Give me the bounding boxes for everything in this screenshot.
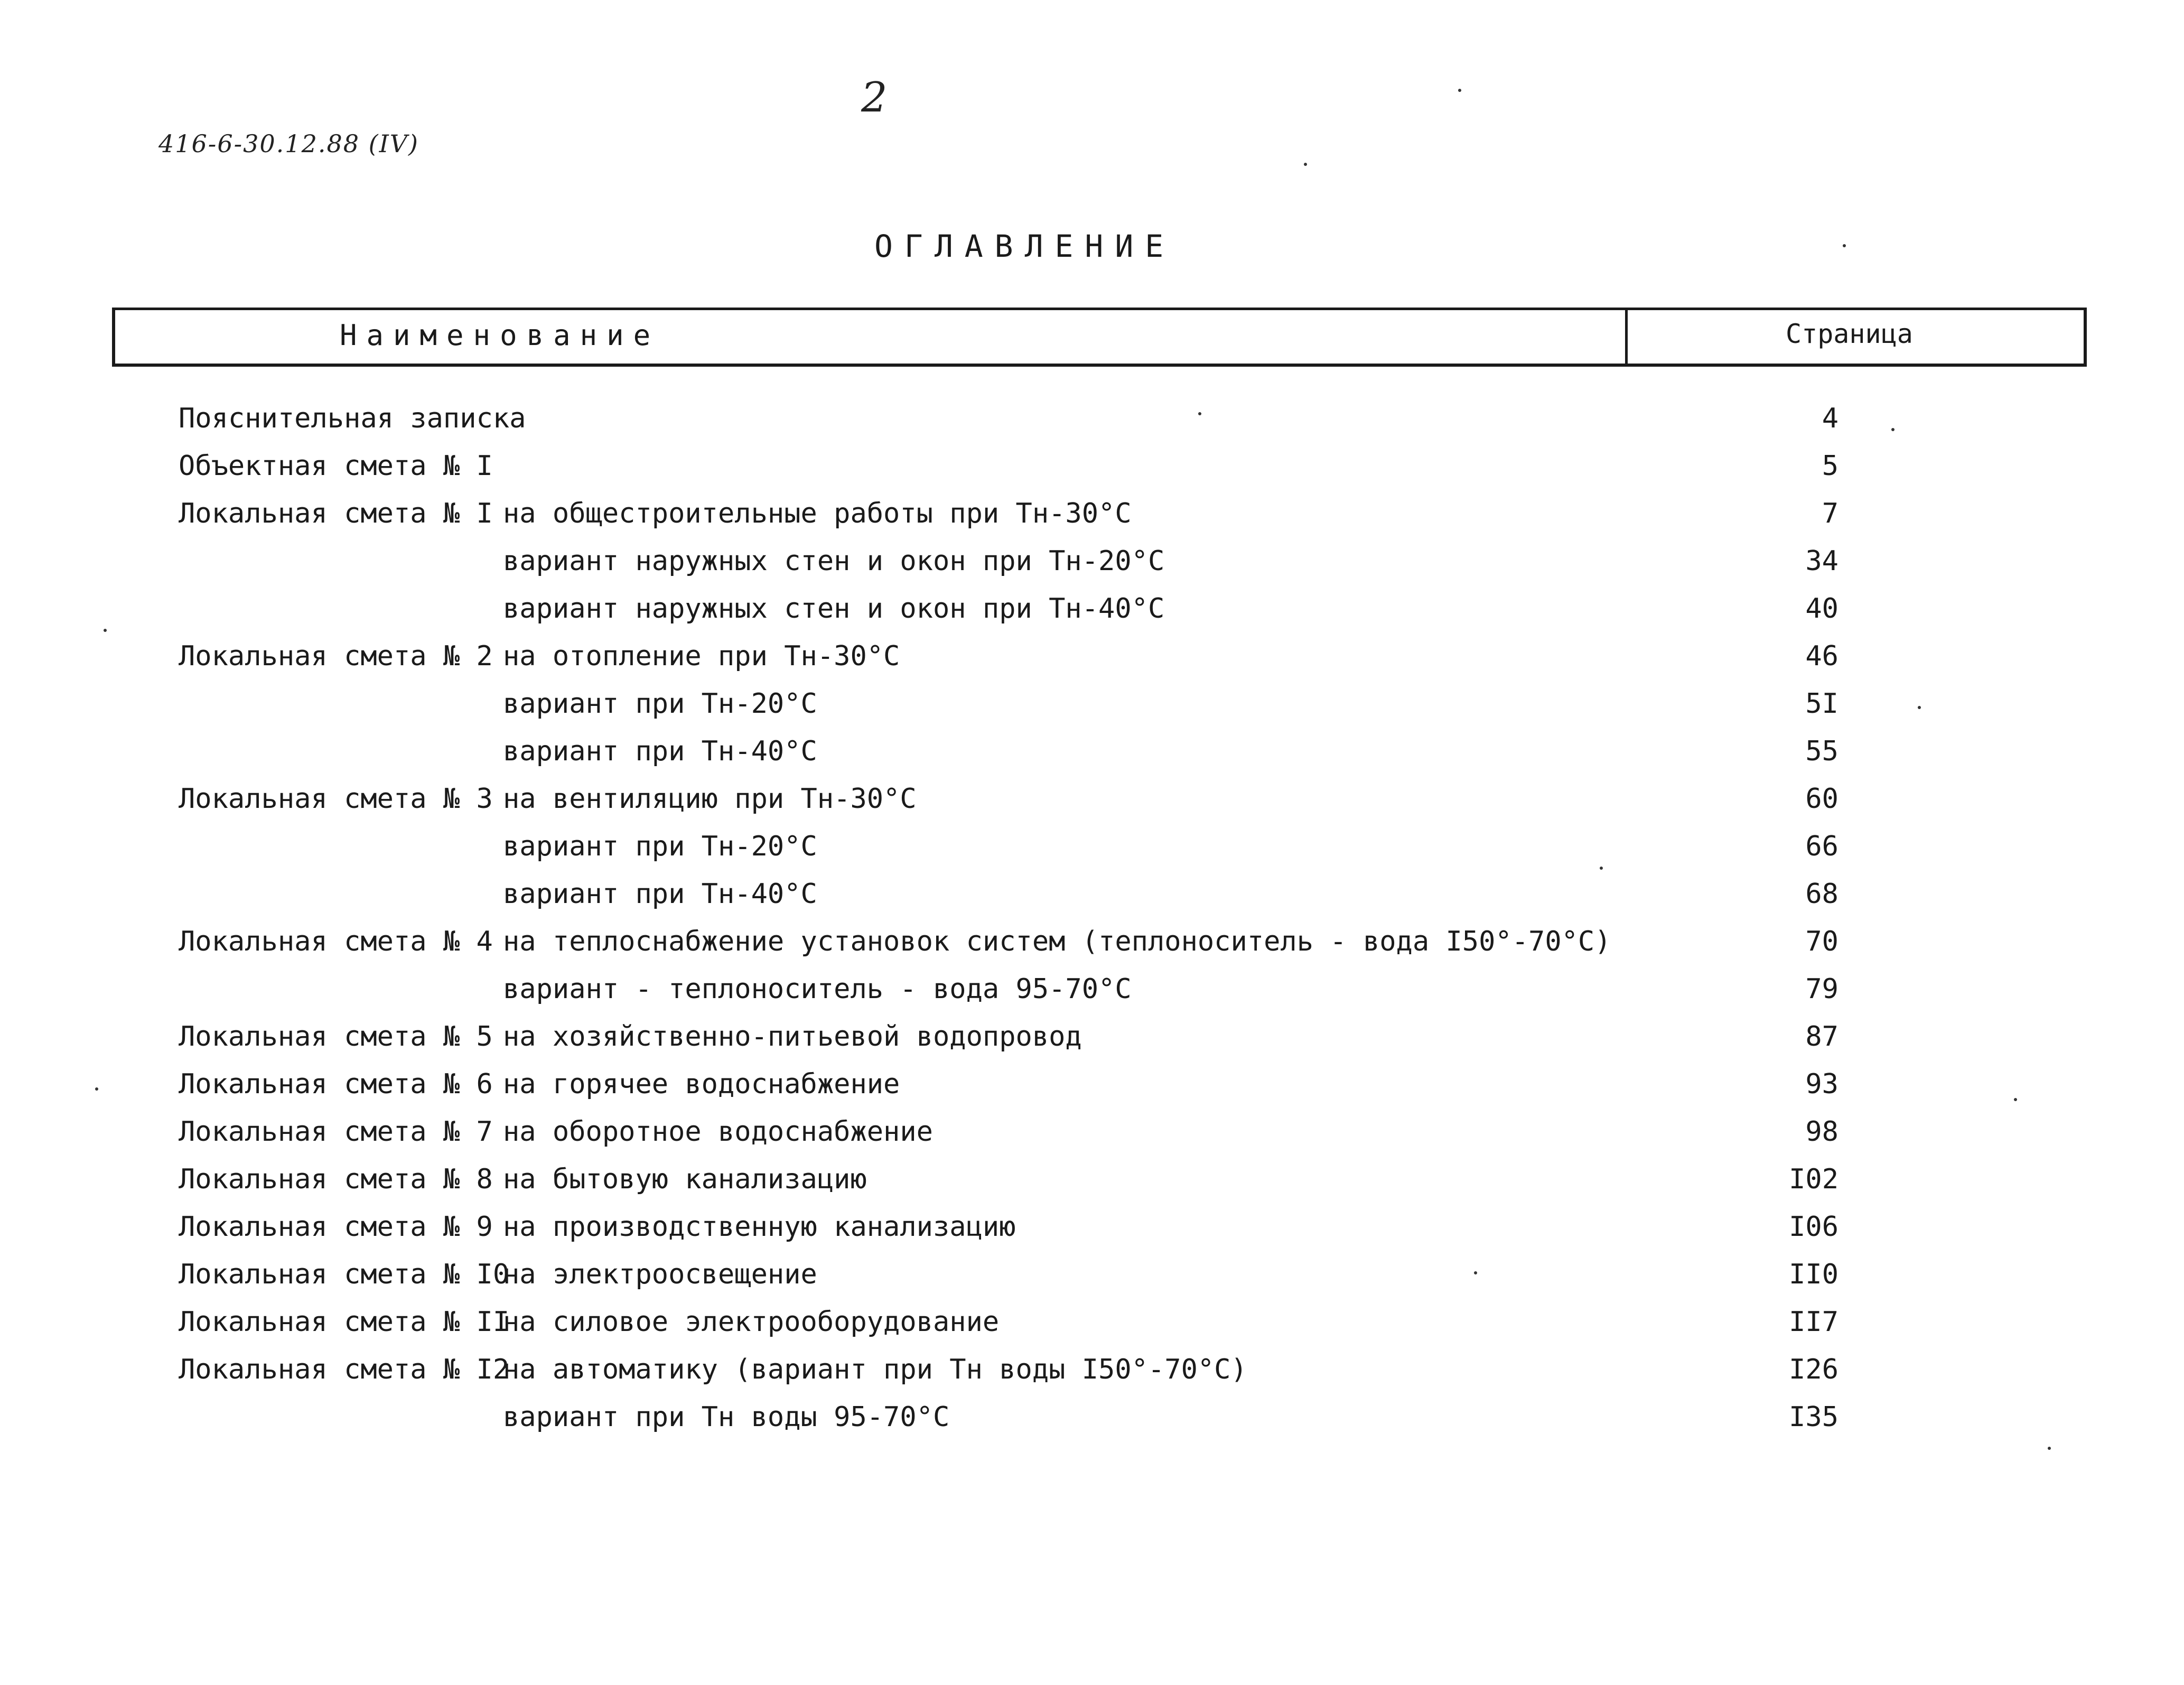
toc-row	[0, 968, 2184, 1010]
toc-row-description: на горячее водоснабжение	[503, 1068, 900, 1100]
header-page-column: Страница	[1786, 319, 1913, 349]
toc-row	[0, 825, 2184, 868]
toc-row-label: Локальная смета № 9	[179, 1211, 493, 1243]
toc-row-page: 66	[1805, 831, 1838, 862]
toc-row-description: на электроосвещение	[503, 1259, 817, 1290]
toc-row-description: на отопление при Тн-30°С	[503, 640, 900, 672]
toc-row	[0, 778, 2184, 820]
toc-row	[0, 1253, 2184, 1296]
toc-row-page: 7	[1822, 498, 1838, 529]
toc-row-label: Локальная смета № 4	[179, 926, 493, 957]
toc-row-label: Локальная смета № II	[179, 1306, 510, 1338]
toc-row	[0, 1111, 2184, 1153]
toc-row	[0, 1063, 2184, 1105]
toc-row-page: I06	[1789, 1211, 1838, 1243]
toc-row-label: Локальная смета № 6	[179, 1068, 493, 1100]
toc-row-page: I02	[1789, 1163, 1838, 1195]
scan-speck	[1198, 412, 1201, 415]
toc-row-description: вариант при Тн-20°С	[503, 831, 817, 862]
toc-row-page: II0	[1789, 1259, 1838, 1290]
toc-row-page: 60	[1805, 783, 1838, 815]
scan-speck	[1891, 428, 1894, 431]
toc-row-page: 87	[1805, 1021, 1838, 1053]
toc-row-label: Локальная смета № I2	[179, 1354, 510, 1385]
toc-row	[0, 1301, 2184, 1343]
page-number: 2	[861, 74, 888, 122]
toc-row-page: 79	[1805, 973, 1838, 1005]
toc-row-description: вариант при Тн-40°С	[503, 736, 817, 767]
toc-row-description: на силовое электрооборудование	[503, 1306, 1000, 1338]
toc-row-label: Локальная смета № 2	[179, 640, 493, 672]
toc-row-description: вариант при Тн-40°С	[503, 878, 817, 910]
header-name-column: Наименование	[340, 319, 660, 352]
toc-row-page: 93	[1805, 1068, 1838, 1100]
document-code: 416-6-30.12.88 (IV)	[158, 129, 419, 158]
toc-row-description: на производственную канализацию	[503, 1211, 1016, 1243]
toc-row	[0, 635, 2184, 677]
toc-row-description: на хозяйственно-питьевой водопровод	[503, 1021, 1082, 1053]
toc-row-description: на автоматику (вариант при Тн воды I50°-70°С)	[503, 1354, 1247, 1385]
toc-row-label: Объектная смета № I	[179, 450, 493, 482]
toc-row-page: 55	[1805, 736, 1838, 767]
toc-row	[0, 1016, 2184, 1058]
toc-row-description: на вентиляцию при Тн-30°С	[503, 783, 917, 815]
scan-speck	[2048, 1447, 2051, 1450]
toc-row	[0, 540, 2184, 582]
toc-row-page: I26	[1789, 1354, 1838, 1385]
toc-row	[0, 730, 2184, 772]
toc-row	[0, 588, 2184, 630]
toc-row-page: 40	[1805, 593, 1838, 625]
toc-row-page: 70	[1805, 926, 1838, 957]
scan-speck	[1304, 163, 1307, 166]
toc-row-description: вариант - теплоноситель - вода 95-70°С	[503, 973, 1132, 1005]
toc-row-label: Пояснительная записка	[179, 403, 526, 434]
toc-row	[0, 1158, 2184, 1200]
toc-row	[0, 492, 2184, 535]
toc-row-page: I35	[1789, 1401, 1838, 1433]
toc-row	[0, 683, 2184, 725]
toc-row-page: 98	[1805, 1116, 1838, 1148]
toc-row-label: Локальная смета № 5	[179, 1021, 493, 1053]
toc-row	[0, 445, 2184, 487]
toc-row-label: Локальная смета № I	[179, 498, 493, 529]
toc-row-description: на теплоснабжение установок систем (теплоноситель - вода I50°-70°С)	[503, 926, 1611, 957]
toc-row-description: вариант наружных стен и окон при Тн-40°С	[503, 593, 1165, 625]
toc-row	[0, 1396, 2184, 1438]
toc-row	[0, 1206, 2184, 1248]
scan-speck	[1474, 1271, 1477, 1274]
scan-speck	[1843, 244, 1846, 247]
toc-row	[0, 1348, 2184, 1391]
toc-row-label: Локальная смета № 8	[179, 1163, 493, 1195]
toc-row-page: II7	[1789, 1306, 1838, 1338]
toc-row-page: 5	[1822, 450, 1838, 482]
toc-row-description: вариант при Тн-20°С	[503, 688, 817, 720]
toc-row-label: Локальная смета № 7	[179, 1116, 493, 1148]
scan-speck	[104, 629, 107, 632]
toc-row	[0, 397, 2184, 440]
scan-speck	[1458, 89, 1461, 92]
toc-row-label: Локальная смета № I0	[179, 1259, 510, 1290]
toc-row-label: Локальная смета № 3	[179, 783, 493, 815]
toc-row-description: вариант наружных стен и окон при Тн-20°С	[503, 545, 1165, 577]
toc-row-description: на общестроительные работы при Тн-30°С	[503, 498, 1132, 529]
toc-row-page: 68	[1805, 878, 1838, 910]
toc-row	[0, 920, 2184, 963]
toc-row-page: 4	[1822, 403, 1838, 434]
toc-row-description: на оборотное водоснабжение	[503, 1116, 933, 1148]
page-title: ОГЛАВЛЕНИЕ	[874, 228, 1175, 264]
scan-speck	[2014, 1098, 2017, 1101]
toc-row-description: вариант при Тн воды 95-70°С	[503, 1401, 950, 1433]
toc-row-page: 34	[1805, 545, 1838, 577]
toc-row-page: 5I	[1805, 688, 1838, 720]
scan-speck	[1918, 706, 1921, 709]
toc-row	[0, 873, 2184, 915]
toc-row-page: 46	[1805, 640, 1838, 672]
scan-speck	[1600, 867, 1603, 870]
toc-row-description: на бытовую канализацию	[503, 1163, 867, 1195]
scan-speck	[95, 1087, 98, 1091]
